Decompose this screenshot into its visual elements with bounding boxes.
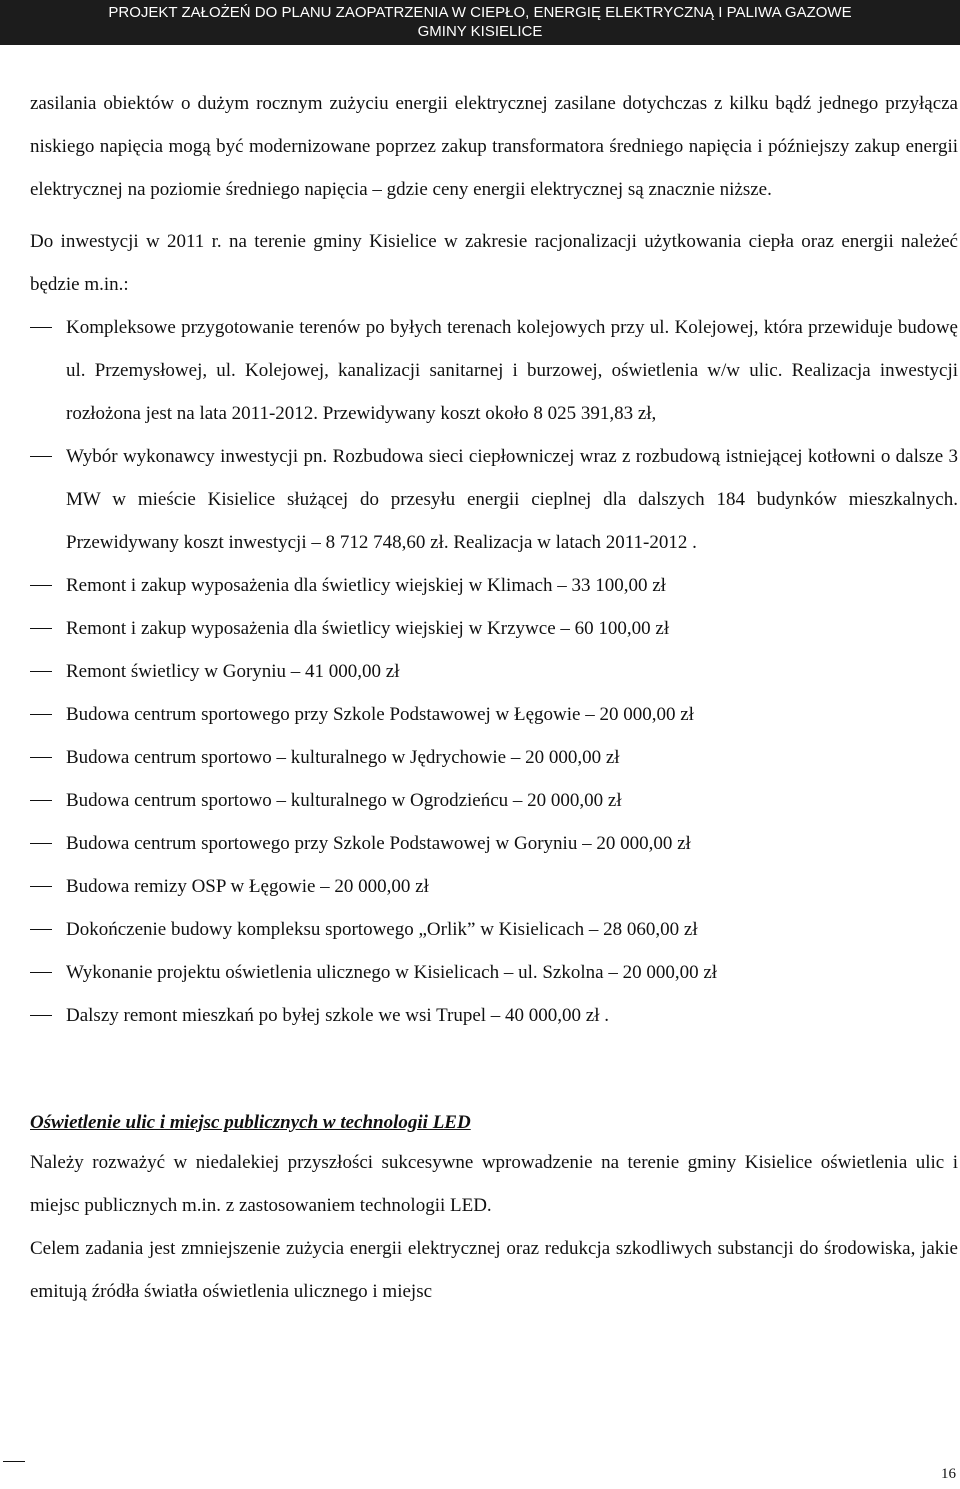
list-item: Wykonanie projektu oświetlenia ulicznego w Kisielicach – ul. Szkolna – 20 000,00 zł bbox=[30, 951, 958, 994]
list-item: Wybór wykonawcy inwestycji pn. Rozbudowa sieci ciepłowniczej wraz z rozbudową istniejącej kotłowni o dalsze 3 MW w mieście Kisielice służącej do przesyłu energii cieplnej dla dalszych 184 budynków mieszkalnych. Przewidywany koszt inwestycji – 8 712 748,60 zł. Realizacja w latach 2011-2012 . bbox=[30, 435, 958, 564]
list-item: Kompleksowe przygotowanie terenów po byłych terenach kolejowych przy ul. Kolejowej, która przewiduje budowę ul. Przemysłowej, ul. Kolejowej, kanalizacji sanitarnej i burzowej, oświetlenia w/w ulic. Realizacja inwestycji rozłożona jest na lata 2011-2012. Przewidywany koszt około 8 025 391,83 zł, bbox=[30, 306, 958, 435]
document-header bbox=[0, 0, 960, 45]
dash-bullet-icon bbox=[30, 456, 52, 457]
list-item: Budowa centrum sportowego przy Szkole Podstawowej w Łęgowie – 20 000,00 zł bbox=[30, 693, 958, 736]
section-heading-led-lighting: Oświetlenie ulic i miejsc publicznych w technologii LED bbox=[30, 1112, 471, 1133]
dash-bullet-icon bbox=[30, 714, 52, 715]
paragraph-investments-2011: Do inwestycji w 2011 r. na terenie gminy Kisielice w zakresie racjonalizacji użytkowania ciepła oraz energii należeć będzie m.in.: bbox=[30, 231, 958, 295]
list-item: Budowa centrum sportowo – kulturalnego w Jędrychowie – 20 000,00 zł bbox=[30, 736, 958, 779]
dash-bullet-icon bbox=[30, 972, 52, 973]
list-item: Remont świetlicy w Goryniu – 41 000,00 zł bbox=[30, 650, 958, 693]
dash-bullet-icon bbox=[30, 843, 52, 844]
paragraph-led-recommendation: Należy rozważyć w niedalekiej przyszłości sukcesywne wprowadzenie na terenie gminy Kisielice oświetlenia ulic i miejsc publicznych m.in. z zastosowaniem technologii LED. bbox=[30, 1152, 958, 1216]
list-item: Budowa remizy OSP w Łęgowie – 20 000,00 zł bbox=[30, 865, 958, 908]
dash-bullet-icon bbox=[30, 929, 52, 930]
dash-bullet-icon bbox=[30, 757, 52, 758]
investment-list bbox=[30, 306, 958, 1037]
list-item: Budowa centrum sportowego przy Szkole Podstawowej w Goryniu – 20 000,00 zł bbox=[30, 822, 958, 865]
page-number: 16 bbox=[941, 1466, 956, 1482]
paragraph-led-goal: Celem zadania jest zmniejszenie zużycia energii elektrycznej oraz redukcja szkodliwych substancji do środowiska, jakie emitują źródła światła oświetlenia ulicznego i miejsc bbox=[30, 1238, 958, 1302]
list-item: Remont i zakup wyposażenia dla świetlicy wiejskiej w Klimach – 33 100,00 zł bbox=[30, 564, 958, 607]
list-item: Dalszy remont mieszkań po byłej szkole we wsi Trupel – 40 000,00 zł . bbox=[30, 994, 958, 1037]
document-body bbox=[30, 82, 958, 1313]
list-item: Remont i zakup wyposażenia dla świetlicy wiejskiej w Krzywce – 60 100,00 zł bbox=[30, 607, 958, 650]
list-item: Budowa centrum sportowo – kulturalnego w Ogrodzieńcu – 20 000,00 zł bbox=[30, 779, 958, 822]
dash-bullet-icon bbox=[30, 886, 52, 887]
list-item: Dokończenie budowy kompleksu sportowego „Orlik” w Kisielicach – 28 060,00 zł bbox=[30, 908, 958, 951]
footer-dash-mark bbox=[3, 1461, 25, 1462]
header-title-line1: PROJEKT ZAŁOŻEŃ DO PLANU ZAOPATRZENIA W CIEPŁO, ENERGIĘ ELEKTRYCZNĄ I PALIWA GAZOWE bbox=[108, 4, 852, 21]
paragraph-intro: zasilania obiektów o dużym rocznym zużyciu energii elektrycznej zasilane dotychczas z kilku bądź jednego przyłącza niskiego napięcia mogą być modernizowane poprzez zakup transformatora średniego napięcia i późniejszy zakup energii elektrycznej na poziomie średniego napięcia – gdzie ceny energii elektrycznej są znacznie niższe. bbox=[30, 93, 958, 200]
dash-bullet-icon bbox=[30, 671, 52, 672]
dash-bullet-icon bbox=[30, 800, 52, 801]
dash-bullet-icon bbox=[30, 1015, 52, 1016]
dash-bullet-icon bbox=[30, 628, 52, 629]
dash-bullet-icon bbox=[30, 585, 52, 586]
dash-bullet-icon bbox=[30, 327, 52, 328]
header-title-line2: GMINY KISIELICE bbox=[417, 23, 543, 40]
